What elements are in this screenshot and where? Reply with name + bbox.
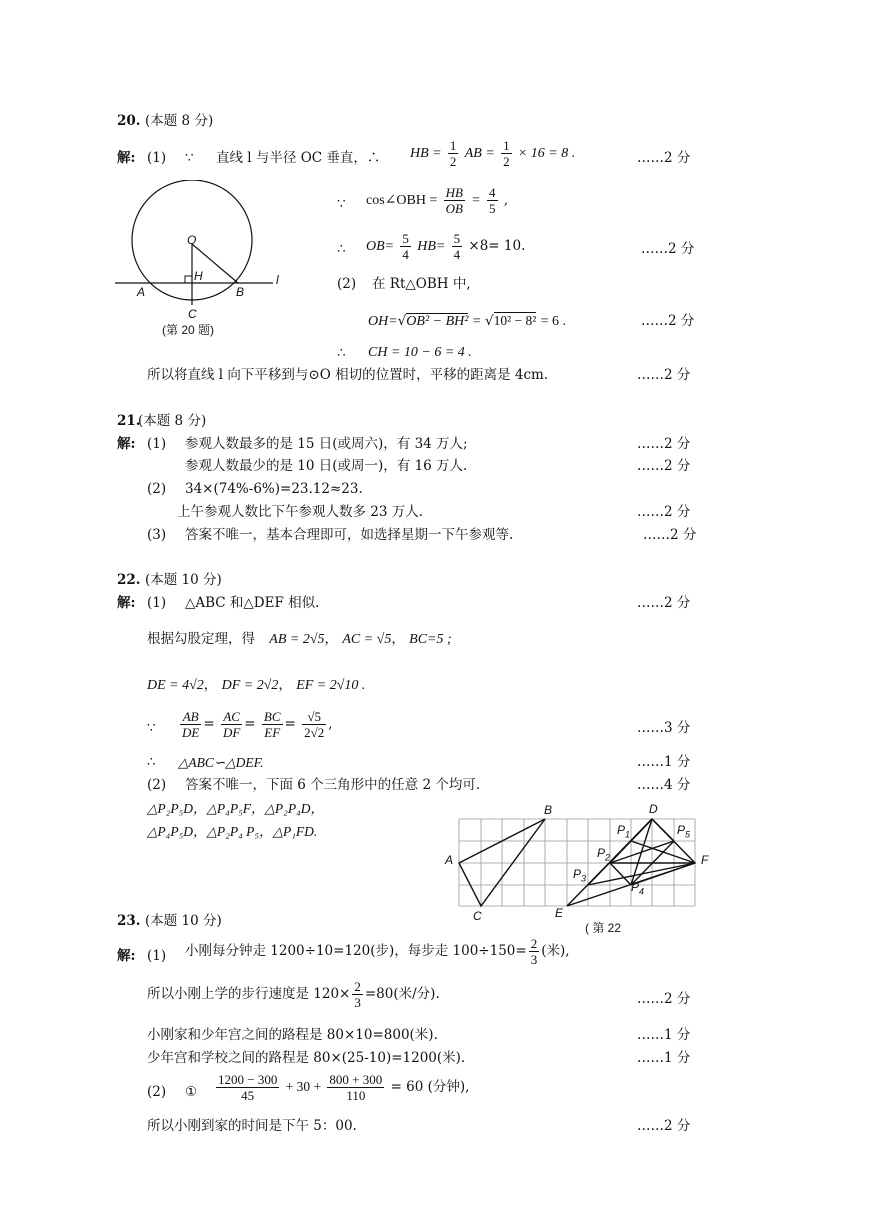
q23-part1-label: (1) bbox=[147, 948, 167, 964]
q20-hbob-frac bbox=[444, 186, 465, 215]
q20-solution-label: 解: bbox=[117, 150, 136, 166]
q22-part1-label: (1) bbox=[147, 595, 167, 611]
q20-eq-hb-a: HB = bbox=[410, 146, 442, 161]
q23-l2-b: =80(米/分). bbox=[364, 986, 440, 1002]
q20-hb-n: HB bbox=[445, 185, 463, 200]
q23-header: (本题 10 分) bbox=[145, 913, 222, 929]
q22-l2-bc: BC=5 ; bbox=[409, 632, 452, 647]
q23-l1-a: 小刚每分钟走 1200÷10=120(步)，每步走 100÷150= bbox=[185, 943, 527, 959]
q21-part2-label: (2) bbox=[147, 481, 167, 497]
q20-label-l: l bbox=[276, 273, 279, 287]
q22-p3: P bbox=[573, 867, 582, 881]
q23-solution-label: 解: bbox=[117, 948, 136, 964]
q20-because-2: ∵ bbox=[337, 196, 346, 212]
q22-frac-s5 bbox=[302, 710, 326, 739]
q22-df: DF bbox=[222, 725, 241, 740]
q23-line1 bbox=[185, 937, 570, 966]
q20-points-2: ……2 分 bbox=[641, 241, 695, 257]
q22-p2-sub: 2 bbox=[605, 852, 611, 863]
q22-p5-sub: 5 bbox=[685, 829, 691, 840]
q22-label-d: D bbox=[649, 802, 658, 816]
q23-points-4: ……2 分 bbox=[637, 1118, 691, 1134]
q22-label-p2 bbox=[597, 846, 610, 862]
q20-part2-label: (2) bbox=[337, 276, 357, 292]
q23-equation bbox=[214, 1073, 469, 1102]
q21-points-3: ……2 分 bbox=[637, 504, 691, 520]
q22-because: ∵ bbox=[147, 720, 156, 736]
q22-l2-ab: AB = 2√5 bbox=[269, 632, 325, 647]
q22-frac-ac-df bbox=[221, 710, 242, 739]
q20-oh-d: 10² − 8² bbox=[493, 313, 537, 328]
q20-points-1: ……2 分 bbox=[637, 150, 691, 166]
q20-points-4: ……2 分 bbox=[637, 367, 691, 383]
q23-line2 bbox=[147, 980, 440, 1009]
q20-eq-hb-b: AB = bbox=[464, 146, 495, 161]
q23-frac-2 bbox=[327, 1073, 384, 1102]
q23-l1-b: (米), bbox=[541, 943, 570, 959]
q22-part2-label: (2) bbox=[147, 777, 167, 793]
q22-label-p5 bbox=[677, 823, 690, 839]
q21-header: (本题 8 分) bbox=[138, 413, 207, 429]
q21-solution-label: 解: bbox=[117, 436, 136, 452]
q23-line6: 所以小刚到家的时间是下午 5：00. bbox=[147, 1118, 357, 1134]
q23-points-3: ……1 分 bbox=[637, 1050, 691, 1066]
q22-bc: BC bbox=[263, 709, 281, 724]
q23-number: 23. bbox=[117, 913, 141, 929]
q23-23-n-2: 2 bbox=[354, 979, 361, 994]
q22-line4: 答案不唯一，下面 6 个三角形中的任意 2 个均可. bbox=[185, 777, 481, 793]
q22-triangles-2: △P₄P₅D，△P₂P₄ P₅，△P₁FD. bbox=[147, 824, 318, 839]
q21-part3-label: (3) bbox=[147, 527, 167, 543]
q20-oh-e: = 6 . bbox=[540, 314, 566, 329]
q22-p4-sub: 4 bbox=[639, 886, 645, 897]
q20-header: (本题 8 分) bbox=[145, 113, 214, 129]
q22-label-p1 bbox=[617, 823, 630, 839]
q23-f2-n: 800 + 300 bbox=[329, 1072, 383, 1087]
q20-label-c: C bbox=[188, 307, 197, 321]
q22-header: (本题 10 分) bbox=[145, 572, 222, 588]
q20-rt-line: 在 Rt△OBH 中, bbox=[372, 276, 471, 292]
q22-label-a: A bbox=[445, 853, 454, 867]
q20-points-3: ……2 分 bbox=[641, 313, 695, 329]
q23-points-2: ……1 分 bbox=[637, 1027, 691, 1043]
q23-l2-a: 所以小刚上学的步行速度是 120× bbox=[147, 986, 351, 1002]
q22-de: DE bbox=[182, 725, 200, 740]
q23-circled-1: ① bbox=[185, 1084, 198, 1100]
q20-45-n: 4 bbox=[489, 185, 496, 200]
q21-points-1: ……2 分 bbox=[637, 436, 691, 452]
q22-l3-df: DF = 2√2 bbox=[221, 678, 279, 693]
q20-eq-hb bbox=[410, 139, 575, 168]
q20-eq-hb-c: × 16 = 8 . bbox=[517, 146, 576, 161]
q20-oh-c: = bbox=[472, 314, 481, 329]
q22-similar: △ABC∽△DEF. bbox=[178, 755, 264, 770]
q20-half-frac bbox=[448, 139, 459, 168]
q20-label-b: B bbox=[236, 285, 245, 299]
q22-p3-sub: 3 bbox=[581, 873, 587, 884]
q22-label-c: C bbox=[473, 909, 482, 923]
q22-number: 22. bbox=[117, 572, 141, 588]
q20-ob-b: HB= bbox=[417, 239, 446, 254]
q22-line2: 根据勾股定理，得 AB = 2√5， AC = √5， BC=5 ; bbox=[147, 631, 452, 647]
q20-half-d-2: 2 bbox=[503, 154, 510, 169]
q22-label-f: F bbox=[701, 853, 709, 867]
q23-eq60: = 60 (分钟), bbox=[390, 1079, 470, 1095]
q23-f1-n: 1200 − 300 bbox=[218, 1072, 278, 1087]
q20-label-h: H bbox=[194, 269, 203, 283]
q21-points-2: ……2 分 bbox=[637, 458, 691, 474]
q22-label-b: B bbox=[544, 803, 553, 817]
q22-fig-caption: ( 第 22 bbox=[585, 921, 622, 935]
q20-line1: 直线 l 与半径 OC 垂直，∴ bbox=[216, 150, 381, 166]
q20-ch-line: CH = 10 − 6 = 4 . bbox=[368, 345, 472, 360]
q22-ef: EF bbox=[264, 725, 281, 740]
q22-ac: AC bbox=[221, 710, 242, 725]
q22-frac-ab-de bbox=[180, 710, 201, 739]
q20-45-frac bbox=[487, 186, 498, 215]
q21-line3: 34×(74%-6%)=23.12≈23. bbox=[185, 481, 363, 497]
q20-54-d-2: 4 bbox=[453, 247, 461, 262]
q22-triangles-1: △P₂P₅D，△P₄P₅F，△P₂P₄D， bbox=[147, 801, 325, 816]
q20-fig-caption: (第 20 题) bbox=[162, 323, 215, 337]
q20-54-d: 4 bbox=[402, 247, 409, 262]
q20-54-frac-2 bbox=[452, 232, 463, 261]
q22-label-p4 bbox=[631, 880, 644, 896]
q21-line2: 参观人数最少的是 10 日(或周一)，有 16 万人. bbox=[185, 458, 468, 474]
q20-oh-b: OB² − BH² bbox=[406, 314, 469, 329]
q23-f2-d: 110 bbox=[346, 1088, 366, 1103]
q22-l2-pre: 根据勾股定理，得 bbox=[147, 631, 255, 647]
q23-frac-1 bbox=[216, 1073, 279, 1102]
q20-ob-eq bbox=[366, 232, 525, 261]
q23-23-d-2: 3 bbox=[354, 995, 361, 1010]
q22-points-3: ……1 分 bbox=[637, 754, 691, 770]
q21-line1: 参观人数最多的是 15 日(或周六)，有 34 万人; bbox=[185, 436, 468, 452]
q20-half-n-2: 1 bbox=[503, 138, 510, 153]
q22-p4: P bbox=[631, 880, 640, 894]
q20-cos-eq-sign: = bbox=[471, 193, 481, 208]
q20-part1-label: (1) bbox=[147, 150, 167, 166]
q22-p2: P bbox=[597, 846, 606, 860]
q22-therefore: ∴ bbox=[147, 754, 156, 770]
q23-23-d: 3 bbox=[530, 952, 538, 967]
q23-twothird-2 bbox=[352, 980, 363, 1009]
q22-points-1: ……2 分 bbox=[637, 595, 691, 611]
q20-label-o: O bbox=[187, 233, 197, 247]
q20-oh-a: OH= bbox=[368, 314, 398, 329]
q22-label-e: E bbox=[555, 906, 564, 920]
q22-l3-ef: EF = 2√10 . bbox=[296, 678, 366, 693]
q23-points-1: ……2 分 bbox=[637, 991, 691, 1007]
q21-part1-label: (1) bbox=[147, 436, 167, 452]
q23-part2-label: (2) bbox=[147, 1084, 167, 1100]
q22-figure-grid bbox=[455, 815, 700, 910]
q20-because: ∵ bbox=[185, 150, 194, 166]
q22-l2-ac: AC = √5 bbox=[342, 632, 392, 647]
q22-solution-label: 解: bbox=[117, 595, 136, 611]
q20-figure-circle bbox=[110, 180, 300, 320]
q23-twothird bbox=[529, 937, 540, 966]
q22-frac-bc-ef bbox=[262, 710, 283, 739]
q23-plus30: + 30 + bbox=[285, 1079, 322, 1094]
q20-54-n-2: 5 bbox=[453, 231, 461, 246]
q20-number: 20. bbox=[117, 113, 141, 129]
q20-label-a: A bbox=[137, 285, 146, 299]
q20-cos-eq: cos∠OBH = $\frac{HB}{OB}$ = $\frac{4}{5}$ , bbox=[366, 185, 509, 216]
q20-oh-eq: OH=√OB² − BH² = √10² − 8² = 6 . bbox=[368, 313, 566, 329]
q21-line4: 上午参观人数比下午参观人数多 23 万人. bbox=[177, 504, 424, 520]
q22-line1: △ABC 和△DEF 相似. bbox=[185, 595, 320, 611]
q21-number: 21. bbox=[117, 413, 141, 429]
q23-23-n: 2 bbox=[530, 936, 538, 951]
q22-p1: P bbox=[617, 823, 626, 837]
q22-points-2: ……3 分 bbox=[637, 720, 691, 736]
q20-therefore: ∴ bbox=[337, 241, 346, 257]
q22-l3-de: DE = 4√2 bbox=[147, 678, 204, 693]
q22-p5: P bbox=[677, 823, 686, 837]
q22-ratio: $\frac{AB}{DE}$ = $\frac{AC}{DF}$ = $\frac{BC}{EF}$ = $\frac{√5}{2√2}$ , bbox=[182, 709, 333, 740]
q20-ob-d: OB bbox=[445, 201, 463, 216]
q20-half-d: 2 bbox=[449, 154, 457, 169]
q22-line3: DE = 4√2， DF = 2√2， EF = 2√10 . bbox=[147, 677, 366, 693]
q22-s5: √5 bbox=[302, 710, 326, 725]
q22-ab: AB bbox=[180, 710, 201, 725]
q22-label-p3 bbox=[573, 867, 586, 883]
q23-line4: 少年宫和学校之间的路程是 80×(25-10)=1200(米). bbox=[147, 1050, 466, 1066]
q20-45-d: 5 bbox=[489, 201, 496, 216]
q23-f1-d: 45 bbox=[241, 1088, 255, 1103]
q20-conclusion: 所以将直线 l 向下平移到与⊙O 相切的位置时，平移的距离是 4cm. bbox=[147, 367, 549, 383]
q21-line5: 答案不唯一，基本合理即可，如选择星期一下午参观等. bbox=[185, 527, 514, 543]
q20-therefore-2: ∴ bbox=[337, 345, 346, 361]
q22-p1-sub: 1 bbox=[625, 829, 631, 840]
q20-cos-pre: cos∠OBH = bbox=[366, 193, 438, 208]
q20-half-n: 1 bbox=[449, 138, 457, 153]
q22-2s2: 2√2 bbox=[304, 725, 325, 740]
q20-half-frac-2 bbox=[501, 139, 512, 168]
q20-54-frac bbox=[400, 232, 411, 261]
q20-ob-a: OB= bbox=[366, 239, 395, 254]
q23-line3: 小刚家和少年宫之间的路程是 80×10=800(米). bbox=[147, 1027, 438, 1043]
q22-points-4: ……4 分 bbox=[637, 777, 691, 793]
q21-points-4: ……2 分 bbox=[643, 527, 697, 543]
q20-54-n: 5 bbox=[402, 231, 409, 246]
q20-ob-c: ×8= 10. bbox=[468, 238, 526, 254]
